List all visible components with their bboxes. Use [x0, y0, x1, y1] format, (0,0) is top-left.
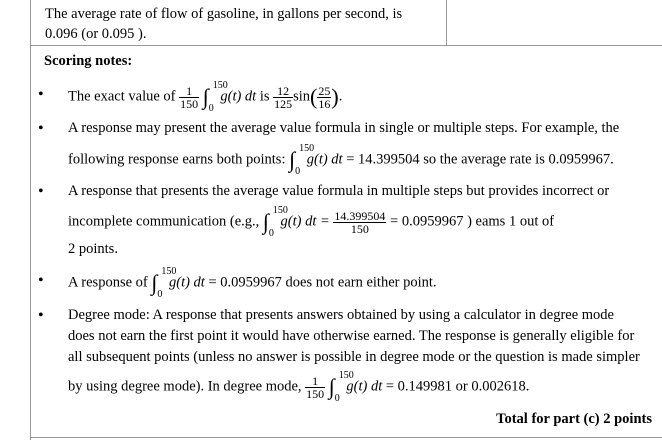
- integrand: g(t) dt: [169, 274, 205, 291]
- fraction: $\frac{1}{150}$: [306, 373, 325, 401]
- note-3-line-3: 2 points.: [68, 241, 118, 257]
- bullet-dot: •: [38, 307, 44, 324]
- bullet-dot: •: [38, 120, 44, 137]
- integral-sign: ∫ 150 0: [151, 266, 177, 300]
- answer-line-1: The average rate of flow of gasoline, in gallons per second, is: [45, 6, 403, 22]
- note-5-line-1: Degree mode: A response that presents answers obtained by using a calculator in degree mode: [68, 307, 614, 323]
- note-3-result: = 0.0959967 ) eams 1 out of: [390, 213, 555, 230]
- note-3-line-2: [68, 205, 555, 239]
- bottom-rule: [30, 437, 662, 438]
- integrand: g(t) dt =: [280, 213, 330, 230]
- note-2-result: = 14.399504 so the average rate is 0.0959967.: [346, 151, 614, 168]
- integrand: g(t) dt: [220, 88, 257, 105]
- result-fraction: $\frac{12}{125}$: [274, 83, 293, 111]
- note-4-result: = 0.0959967 does not earn either point.: [208, 274, 437, 291]
- note-5-line-2: does not earn the first point it would have otherwise earned. The response is generally eligible for: [68, 328, 635, 344]
- scoring-notes-title: Scoring notes:: [44, 53, 133, 69]
- note-4: [68, 266, 437, 300]
- sin-function: sin: [293, 88, 311, 105]
- column-divider: [446, 0, 447, 45]
- word-is: is: [259, 88, 270, 105]
- note-1: [68, 80, 343, 114]
- right-paren: ): [331, 84, 339, 109]
- note-5-line-3: all subsequent points (unless no answer is possible in degree mode or the question is made simpler: [68, 349, 640, 365]
- bullet-dot: •: [38, 86, 44, 103]
- note-5-line-4: [68, 370, 530, 404]
- note-2-text: following response earns both points:: [68, 151, 286, 168]
- integral-sign: ∫ 150 0: [328, 370, 354, 404]
- note-2-line-2: [68, 143, 614, 177]
- answer-text: [45, 4, 440, 44]
- note-3-line-1: A response that presents the average value formula in multiple steps but provides incorrect or: [68, 183, 610, 199]
- note-2-line-1: A response may present the average value formula in single or multiple steps. For example, the: [68, 120, 620, 136]
- bullet-dot: •: [38, 272, 44, 289]
- note-5-text: by using degree mode). In degree mode,: [68, 378, 302, 395]
- integrand: g(t) dt: [346, 378, 383, 395]
- left-border: [30, 45, 31, 440]
- total-points: Total for part (c) 2 points: [496, 411, 652, 427]
- note-5-result: = 0.149981 or 0.002618.: [385, 378, 530, 395]
- answer-row: [30, 0, 662, 46]
- fraction: $\frac{14.399504}{150}$: [334, 208, 386, 236]
- integral-sign: ∫ 150 0: [262, 205, 288, 239]
- answer-line-2: 0.096 (or 0.095 ).: [45, 26, 147, 42]
- sin-argument: $\frac{25}{16}$: [318, 83, 331, 111]
- note-1-text: The exact value of: [68, 88, 176, 105]
- fraction: $\frac{1}{150}$: [180, 83, 199, 111]
- integral-sign: ∫ 150 0: [202, 80, 228, 114]
- integral-sign: ∫ 150 0: [289, 143, 315, 177]
- note-4-text: A response of: [68, 274, 148, 291]
- note-3-text: incomplete communication (e.g.,: [68, 213, 260, 230]
- bullet-dot: •: [38, 183, 44, 200]
- integrand: g(t) dt: [306, 151, 343, 168]
- period: .: [338, 88, 343, 105]
- left-paren: (: [310, 84, 318, 109]
